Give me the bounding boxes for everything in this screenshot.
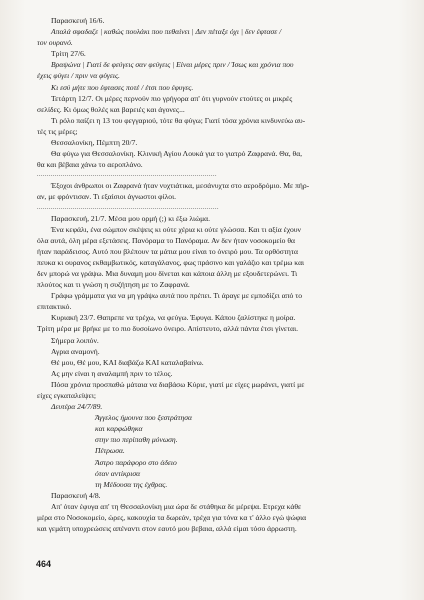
separator-line: ...........................................................................................	[37, 204, 219, 211]
text-line: Τετάρτη 12/7. Οι μέρες περνούν πιο γρήγορα απ' ότι γυρνούν ετούτες οι μικρές	[51, 93, 293, 103]
text-line: αν, με φρόντισαν. Τι εξαίσιοι άγνωστοι φίλοι.	[37, 192, 177, 202]
separator-line: ..........................................................................................	[37, 172, 217, 179]
poem-line: Πέτρωσα.	[95, 446, 125, 456]
text-line: Κυριακή 23/7. Θαπρεπε να τρέχω, να φεύγω. Έφυγα. Κάπου ζαλίστηκε η μοίρα.	[51, 313, 296, 323]
text-line: Ένα κεφάλι, ένα σώμπον σκέψεις κι ούτε χέρια κι ούτε γλώσσα. Και τι αξία έχουν	[51, 224, 301, 234]
text-line: ήταν παράδεισος. Αυτό που βλέπουν τα μάτια μου είναι το όνειρό μου. Τα ορθόστητα	[37, 246, 298, 256]
poem-line: Άστρο παράφορο στο άδειο	[95, 457, 177, 467]
text-line: δεν μπορώ να γράψω. Μια δυναμη μου δίνεται και κάποια άλλη με εξουδετερώνει. Τι	[37, 268, 298, 278]
text-line: σελίδες. Κι όμως θολές και βαρειές και άγονες...	[37, 104, 185, 114]
text-line: Γράφω γράμματα για να μη γράψω αυτά που πρέπει. Τι άραγε με εμποδίζει από το	[51, 291, 303, 301]
text-line: Βραψώνα | Γιατί δε φεύγεις σαν φεύγεις | Είναι μέρες πριν / Ίσως και χρόνια που	[51, 60, 294, 70]
poem-line: στην πιο περίπαθη μόνωση.	[95, 435, 178, 445]
text-line: πευκα κι ουρανος εκθαμβωτικός, καταγάλανος, φως πράσινο και γαλάζιο και τρέμω και	[37, 257, 305, 267]
text-line: Αγρια αναμονή.	[51, 346, 100, 356]
page-number: 464	[36, 559, 52, 569]
text-line: Σήμερα λοιπόν.	[51, 335, 99, 345]
text-line: πλούτος και τι γνώση η συζήτηση με το Ζαφρανά.	[37, 280, 190, 290]
text-line: Παρασκευή 4/8.	[51, 490, 101, 500]
text-line: τον ουρανό.	[37, 38, 73, 48]
text-line: Απ' όταν έφυγα απ' τη Θεσσαλονίκη μια ώρα δε στάθηκα δε μέρεψα. Ετρεχα κάθε	[51, 501, 302, 511]
text-line: Ας μην είναι η αναλαμπή πριν το τέλος.	[51, 368, 173, 378]
text-line: είχες εγκαταλείψει;	[37, 391, 97, 400]
text-line: έχεις φύγει / πριν να φύγεις.	[37, 71, 120, 81]
text-line: Θεσσαλονίκη, Πέμπτη 20/7.	[51, 138, 138, 148]
text-line: επιτακτικό.	[37, 302, 72, 312]
poem-line: όταν αντίκρισα	[95, 468, 141, 478]
text-line: Τρίτη μέρα με βρήκε με το πιο δυσοίωνο όνειρο. Απίστευτο, αλλά πάντα έτσι γίνεται.	[37, 324, 299, 334]
poem-line: τη Μέδουσα της έχθρας.	[95, 479, 168, 489]
text-line: και γεμάτη υποχρεώσεις απέναντι στον εαυτό μου βεβαια, αλλά είμαι τόσο άρρωστη.	[37, 524, 297, 534]
text-line: Τι ρόλο παίζει η 13 του φεγγαριού, τότε θα φύγω; Γιατί τόσα χρόνια κινδυνεύω αυ-	[51, 115, 306, 125]
text-line: Δευτέρα 24/7/89.	[51, 402, 103, 412]
text-line: Τρίτη 27/6.	[51, 49, 86, 59]
text-line: θα και βέβαια χάνω το αεροπλάνο.	[37, 160, 143, 170]
text-line: όλα αυτά, όλη μέρα εξετάσεις. Πανόραμα το Πανόραμα. Αν δεν ήταν νοσοκομείο θα	[37, 235, 295, 245]
text-line: Απαλά σφαδαζε | καθώς πουλάκι που πεθαίνει | Δεν πέταξε όχι | δεν έφτασε /	[51, 27, 282, 37]
text-line: Θέ μου, Θέ μου, ΚΑΙ διαβάζω ΚΑΙ καταλαβαίνω.	[51, 357, 204, 367]
text-line: Παρασκευή 16/6.	[51, 16, 105, 25]
page-body	[37, 15, 400, 534]
poem-line: και καρφώθηκα	[95, 424, 143, 434]
poem-line: Άγγελος ήμουνα που ξεστράτησα	[95, 413, 192, 423]
text-line: Παρασκευή, 21/7. Μέσα μου ορμή (;) κι έξω λιώμα.	[51, 213, 211, 223]
text-line: Έξοχοι άνθρωποι οι Ζαφρανά ήταν νυχτιάτικα, μεσάνυχτα στο αεροδρόμιο. Με πήρ-	[51, 181, 310, 191]
text-line: Θα φύγω για Θεσσαλονίκη. Κλινική Αγίου Λουκά για το γιατρό Ζαφρανά. Θα, θα,	[51, 149, 303, 159]
text-line: Πόσα χρόνια προσπαθώ μάταια να διαβάσω Κύριε, γιατί με είχες μωράνει, γιατί με	[51, 379, 305, 389]
text-line: τές τις μέρες;	[37, 126, 78, 136]
text-line: Κι εσύ μήτε που έφτασες ποτέ / έτσι που έφυγες.	[51, 82, 194, 92]
text-line: μέρα στο Νοσοκομείο, ώρες, κακουχία τα δωρεάν, τρέχα για τόνα κα τ' άλλο εγώ ψώφια	[37, 513, 307, 523]
